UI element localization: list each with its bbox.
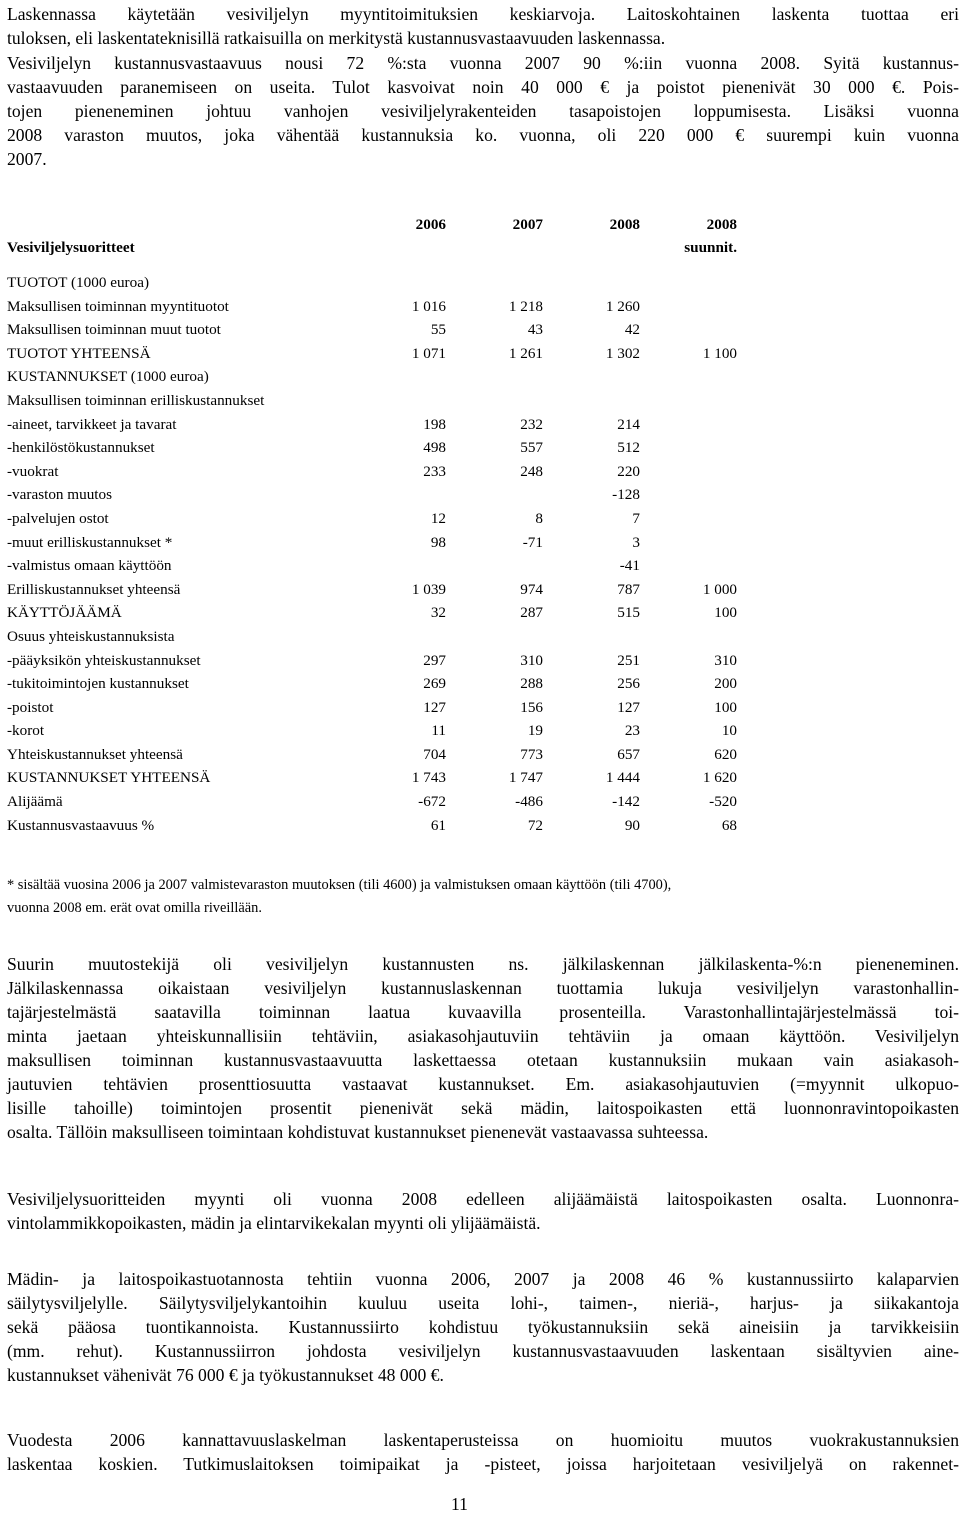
value-cell	[479, 625, 543, 649]
value-cell	[673, 365, 737, 389]
value-cell: 1 100	[702, 344, 737, 362]
value-cell: 1 071	[411, 344, 446, 362]
value-cell: 704	[423, 745, 446, 763]
year-header: 2007	[512, 216, 543, 233]
table-body	[7, 271, 737, 837]
table-title: Vesiviljelysuoritteet	[7, 239, 135, 256]
text-line: Jälkilaskennassa oikaistaan vesiviljelyn kustannuslaskennan tuottamia lukuja vesiviljelyn varastonhallin-	[7, 978, 959, 998]
value-cell: 773	[520, 745, 543, 763]
value-cell: -672	[418, 793, 446, 811]
text-line: maksullisen toiminnan kustannusvastaavuutta laskettaessa otetaan kustannuksiin mukaan vain asiakasoh-	[7, 1050, 959, 1070]
row-label: Osuus yhteiskustannuksista	[7, 627, 175, 645]
value-cell: 233	[423, 462, 446, 480]
value-cell: 214	[617, 415, 640, 433]
text-line: jautuvien tehtävien prosenttiosuutta vastaavat kustannukset. Em. asiakasohjautuvien (=myynnit ulkopuo-	[7, 1074, 959, 1094]
value-cell	[673, 460, 737, 484]
planned-note: suunnit.	[684, 239, 737, 256]
value-cell	[673, 483, 737, 507]
table-row	[7, 365, 737, 389]
value-cell: 974	[520, 580, 543, 598]
table-row	[7, 766, 737, 790]
value-cell	[479, 365, 543, 389]
value-cell: 98	[430, 533, 446, 551]
table-row	[7, 318, 737, 342]
text-line: Vesiviljelysuoritteiden myynti oli vuonna 2008 edelleen alijäämäistä laitospoikasten osalta. Luonnonra-	[7, 1189, 959, 1209]
value-cell	[673, 554, 737, 578]
text-line: (mm. rehut). Kustannussiirron johdosta vesiviljelyn kustannusvastaavuuden laskentaan sisältyvien aine-	[7, 1341, 959, 1361]
table-row	[7, 413, 737, 437]
value-cell: -520	[709, 793, 737, 811]
row-label: Maksullisen toiminnan muut tuotot	[7, 321, 221, 339]
value-cell: 515	[617, 604, 640, 622]
value-cell: 512	[617, 439, 640, 457]
text-line: vintolammikkopoikasten, mädin ja elintarvikekalan myynti oli ylijäämäistä.	[7, 1213, 541, 1233]
row-label: TUOTOT (1000 euroa)	[7, 274, 149, 291]
value-cell	[673, 436, 737, 460]
value-cell: 657	[617, 745, 640, 763]
value-cell: 72	[527, 816, 543, 834]
value-cell	[382, 625, 446, 649]
table-row	[7, 271, 737, 295]
value-cell	[673, 318, 737, 342]
value-cell: 1 039	[411, 580, 446, 598]
table-row	[7, 342, 737, 366]
value-cell	[576, 625, 640, 649]
text-line: 2008 varaston muutos, joka vähentää kustannuksia ko. vuonna, oli 220 000 € suurempi kuin vuonna	[7, 125, 959, 145]
text-line: Vesiviljelyn kustannusvastaavuus nousi 72 %:sta vuonna 2007 90 %:iin vuonna 2008. Syitä kustannus-	[7, 53, 959, 73]
text-line: laskentaa koskien. Tutkimuslaitoksen toimipaikat ja -pisteet, joissa harjoitetaan vesiviljelyä on rakennet-	[7, 1454, 959, 1474]
value-cell	[479, 389, 543, 413]
footnote-line: * sisältää vuosina 2006 ja 2007 valmistevaraston muutoksen (tili 4600) ja valmistuksen omaan käyttöön (tili 4700),	[7, 877, 672, 893]
value-cell	[673, 271, 737, 295]
table-row	[7, 460, 737, 484]
value-cell	[479, 483, 543, 507]
value-cell	[673, 413, 737, 437]
cost-transfer-paragraph	[7, 1267, 959, 1387]
value-cell: 61	[430, 816, 446, 834]
row-label: -palvelujen ostot	[7, 509, 109, 527]
value-cell	[382, 554, 446, 578]
row-label: Erilliskustannukset yhteensä	[7, 580, 181, 598]
value-cell: 220	[617, 462, 640, 480]
value-cell: 3	[632, 533, 640, 551]
page-number: 11	[451, 1494, 468, 1514]
table-row	[7, 436, 737, 460]
value-cell: 310	[714, 651, 737, 669]
row-label: KUSTANNUKSET YHTEENSÄ	[7, 769, 211, 787]
table-row	[7, 601, 737, 625]
value-cell: 127	[617, 698, 640, 716]
value-cell: 557	[520, 439, 543, 457]
value-cell: 127	[423, 698, 446, 716]
table-row	[7, 719, 737, 743]
value-cell	[673, 625, 737, 649]
value-cell: 232	[520, 415, 543, 433]
value-cell: 1 000	[702, 580, 737, 598]
table-row	[7, 578, 737, 602]
value-cell	[673, 531, 737, 555]
intro-paragraph	[7, 2, 959, 50]
value-cell: 100	[714, 698, 737, 716]
row-label: -muut erilliskustannukset *	[7, 533, 173, 551]
year-header: 2006	[415, 216, 446, 233]
sales-paragraph	[7, 1187, 959, 1235]
value-cell: 32	[430, 604, 446, 622]
text-line: Laskennassa käytetään vesiviljelyn myyntitoimituksien keskiarvoja. Laitoskohtainen laskenta tuottaa eri	[7, 4, 959, 24]
value-cell: -128	[612, 486, 640, 504]
value-cell	[673, 295, 737, 319]
financial-table	[7, 213, 737, 837]
value-cell: 310	[520, 651, 543, 669]
text-line: Suurin muutostekijä oli vesiviljelyn kustannusten ns. jälkilaskennan jälkilaskenta-%:n pieneneminen.	[7, 954, 959, 974]
value-cell: 200	[714, 675, 737, 693]
post-calculation-paragraph	[7, 952, 959, 1144]
table-row	[7, 507, 737, 531]
row-label: Kustannusvastaavuus %	[7, 816, 155, 834]
value-cell: 1 260	[605, 297, 640, 315]
text-line: osalta. Tällöin maksulliseen toimintaan kohdistuvat kustannukset pienenevät vastaavassa suhteessa.	[7, 1122, 709, 1142]
cost-recovery-paragraph	[7, 51, 959, 171]
value-cell: 251	[617, 651, 640, 669]
value-cell	[576, 271, 640, 295]
year-header: 2008	[609, 216, 640, 233]
value-cell: -41	[619, 557, 640, 575]
text-line: minta jaetaan yhteiskunnallisiin tehtäviin, asiakasohjautuviin tehtäviin ja omaan käyttöön. Vesiviljelyn	[7, 1026, 959, 1046]
value-cell: 23	[624, 722, 640, 740]
text-line: 2007.	[7, 149, 47, 169]
value-cell: -71	[522, 533, 543, 551]
table-row	[7, 696, 737, 720]
value-cell: 7	[632, 509, 640, 527]
value-cell: 248	[520, 462, 543, 480]
value-cell	[382, 365, 446, 389]
rent-paragraph	[7, 1428, 959, 1476]
value-cell: 256	[617, 675, 640, 693]
text-line: tojen pieneneminen johtuu vanhojen vesiviljelyrakenteiden tasapoistojen loppumisesta. Lisäksi vuonna	[7, 101, 959, 121]
text-line: sekä pääosa tuontikannoista. Kustannussiirto kohdistuu työkustannuksiin sekä aineisiin ja tarvikkeisiin	[7, 1317, 959, 1337]
text-line: tuloksen, eli laskentateknisillä ratkaisuilla on merkitystä kustannusvastaavuuden laskennassa.	[7, 28, 666, 48]
row-label: -tukitoimintojen kustannukset	[7, 675, 189, 693]
value-cell	[479, 271, 543, 295]
row-label: Yhteiskustannukset yhteensä	[7, 745, 183, 763]
table-row	[7, 649, 737, 673]
value-cell: 19	[527, 722, 543, 740]
row-label: -aineet, tarvikkeet ja tavarat	[7, 415, 177, 433]
value-cell	[479, 554, 543, 578]
value-cell: 1 016	[411, 297, 446, 315]
row-label: -pääyksikön yhteiskustannukset	[7, 651, 201, 669]
value-cell: -486	[515, 793, 543, 811]
row-label: Alijäämä	[7, 793, 63, 811]
table-row	[7, 389, 737, 413]
value-cell: 156	[520, 698, 543, 716]
table-row	[7, 295, 737, 319]
value-cell: 198	[423, 415, 446, 433]
row-label: -varaston muutos	[7, 486, 113, 504]
value-cell: 787	[617, 580, 640, 598]
text-line: Vuodesta 2006 kannattavuuslaskelman laskentaperusteissa on huomioitu muutos vuokrakustannuksien	[7, 1430, 959, 1450]
value-cell: 1 261	[508, 344, 543, 362]
year-header: 2008	[706, 216, 737, 233]
value-cell	[576, 365, 640, 389]
text-line: Mädin- ja laitospoikastuotannosta tehtiin vuonna 2006, 2007 ja 2008 46 % kustannussiirto kalaparvien	[7, 1269, 959, 1289]
value-cell: 1 302	[605, 344, 640, 362]
row-label: -korot	[7, 722, 45, 740]
value-cell	[673, 507, 737, 531]
value-cell: 1 747	[508, 769, 543, 787]
row-label: -henkilöstökustannukset	[7, 439, 155, 457]
value-cell: 90	[624, 816, 640, 834]
footnote-line: vuonna 2008 em. erät ovat omilla riveillään.	[7, 900, 262, 916]
value-cell: 288	[520, 675, 543, 693]
value-cell	[382, 271, 446, 295]
text-line: tajärjestelmästä saatavilla toiminnan laatua kuvaavilla prosenteilla. Varastonhallintajärjestelmässä toi-	[7, 1002, 959, 1022]
value-cell: 269	[423, 675, 446, 693]
table-row	[7, 672, 737, 696]
value-cell: 55	[430, 321, 446, 339]
row-label: -poistot	[7, 698, 54, 716]
row-label: -valmistus omaan käyttöön	[7, 557, 172, 575]
value-cell: 11	[431, 722, 446, 740]
value-cell: 287	[520, 604, 543, 622]
table-row	[7, 625, 737, 649]
text-line: vastaavuuden paranemiseen on useita. Tulot kasvoivat noin 40 000 € ja poistot pienenivät 30 000 €. Pois-	[7, 77, 959, 97]
value-cell: 297	[423, 651, 446, 669]
text-line: kustannukset vähenivät 76 000 € ja työkustannukset 48 000 €.	[7, 1365, 444, 1385]
value-cell	[382, 483, 446, 507]
row-label: -vuokrat	[7, 462, 59, 480]
value-cell	[673, 389, 737, 413]
row-label: KUSTANNUKSET (1000 euroa)	[7, 368, 209, 386]
value-cell: 498	[423, 439, 446, 457]
table-header-title	[7, 236, 737, 259]
value-cell: 8	[535, 509, 543, 527]
table-header-years	[7, 213, 737, 236]
row-label: KÄYTTÖJÄÄMÄ	[7, 604, 122, 622]
text-line: lisille tahoille) toimintojen prosentit pienenivät sekä mädin, laitospoikasten että luonnonravintopoikasten	[7, 1098, 959, 1118]
value-cell: 620	[714, 745, 737, 763]
table-row	[7, 483, 737, 507]
text-line: säilytysviljelylle. Säilytysviljelykantoihin kuuluu useita lohi-, taimen-, nieriä-, harjus- ja siikakantoja	[7, 1293, 959, 1313]
table-row	[7, 743, 737, 767]
value-cell: 43	[527, 321, 543, 339]
table-row	[7, 814, 737, 838]
value-cell: 10	[721, 722, 737, 740]
value-cell: 1 743	[411, 769, 446, 787]
row-label: Maksullisen toiminnan erilliskustannukset	[7, 391, 265, 409]
row-label: Maksullisen toiminnan myyntituotot	[7, 297, 229, 315]
table-row	[7, 531, 737, 555]
value-cell: 12	[430, 509, 446, 527]
value-cell: 42	[624, 321, 640, 339]
value-cell: 1 444	[605, 769, 640, 787]
value-cell: 100	[714, 604, 737, 622]
value-cell: 68	[721, 816, 737, 834]
value-cell	[382, 389, 446, 413]
value-cell: 1 620	[702, 769, 737, 787]
table-row	[7, 554, 737, 578]
value-cell: 1 218	[508, 297, 543, 315]
row-label: TUOTOT YHTEENSÄ	[7, 344, 151, 362]
table-footnote	[7, 874, 671, 920]
value-cell: -142	[612, 793, 640, 811]
table-row	[7, 790, 737, 814]
value-cell	[576, 389, 640, 413]
